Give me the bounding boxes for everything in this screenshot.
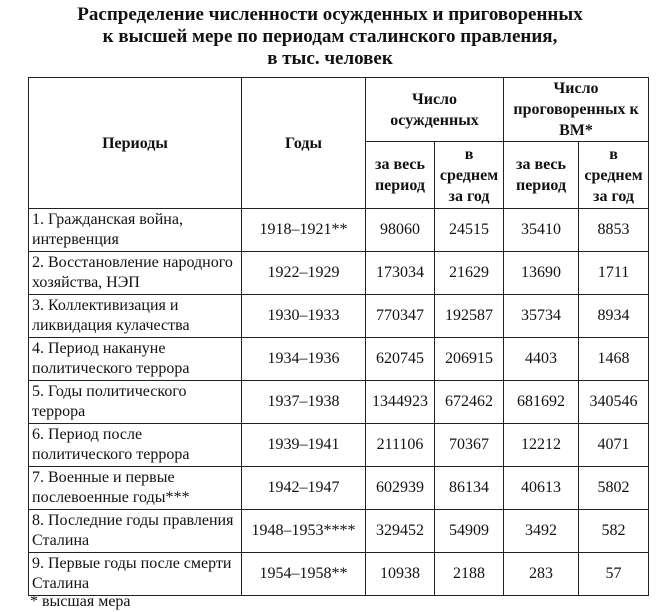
vm-avg-cell: 582 <box>579 510 649 553</box>
convicted-total-cell: 620745 <box>366 338 435 381</box>
convicted-total-cell: 1344923 <box>366 381 435 424</box>
years-cell: 1934–1936 <box>242 338 366 381</box>
convicted-avg-cell: 192587 <box>435 295 504 338</box>
period-cell: 1. Гражданская война, интервенция <box>29 209 242 252</box>
vm-total-cell: 3492 <box>504 510 579 553</box>
convicted-avg-cell: 86134 <box>435 467 504 510</box>
vm-avg-cell: 340546 <box>579 381 649 424</box>
statistics-table <box>28 77 649 596</box>
convicted-avg-cell: 672462 <box>435 381 504 424</box>
period-cell: 4. Период накануне политического террора <box>29 338 242 381</box>
header-convicted-per-year: в среднем за год <box>435 142 504 209</box>
header-vm-total: за весь период <box>504 142 579 209</box>
convicted-avg-cell: 54909 <box>435 510 504 553</box>
vm-avg-cell: 8853 <box>579 209 649 252</box>
footnote: * высшая мера <box>30 593 131 610</box>
period-cell: 2. Восстановление народного хозяйства, НЭП <box>29 252 242 295</box>
years-cell: 1937–1938 <box>242 381 366 424</box>
vm-avg-cell: 8934 <box>579 295 649 338</box>
table-row <box>29 295 649 338</box>
convicted-total-cell: 770347 <box>366 295 435 338</box>
convicted-total-cell: 10938 <box>366 553 435 596</box>
period-cell: 6. Период после политического террора <box>29 424 242 467</box>
vm-avg-cell: 1468 <box>579 338 649 381</box>
title-line-3: в тыс. человек <box>267 48 393 69</box>
convicted-avg-cell: 206915 <box>435 338 504 381</box>
table-row <box>29 252 649 295</box>
convicted-avg-cell: 21629 <box>435 252 504 295</box>
vm-total-cell: 40613 <box>504 467 579 510</box>
header-convicted: Число осужденных <box>366 78 504 142</box>
years-cell: 1930–1933 <box>242 295 366 338</box>
vm-total-cell: 35410 <box>504 209 579 252</box>
vm-avg-cell: 1711 <box>579 252 649 295</box>
header-row-1 <box>29 78 649 142</box>
header-convicted-total: за весь период <box>366 142 435 209</box>
years-cell: 1918–1921** <box>242 209 366 252</box>
convicted-avg-cell: 2188 <box>435 553 504 596</box>
years-cell: 1942–1947 <box>242 467 366 510</box>
table-row <box>29 338 649 381</box>
convicted-total-cell: 602939 <box>366 467 435 510</box>
years-cell: 1954–1958** <box>242 553 366 596</box>
vm-total-cell: 12212 <box>504 424 579 467</box>
convicted-total-cell: 98060 <box>366 209 435 252</box>
table-row <box>29 381 649 424</box>
vm-avg-cell: 4071 <box>579 424 649 467</box>
vm-avg-cell: 57 <box>579 553 649 596</box>
table-row <box>29 209 649 252</box>
table-row <box>29 467 649 510</box>
table-row <box>29 510 649 553</box>
title-line-1: Распределение численности осужденных и приговоренных <box>77 4 583 25</box>
header-periods: Периоды <box>29 78 242 209</box>
years-cell: 1948–1953**** <box>242 510 366 553</box>
page-title <box>0 4 660 70</box>
period-cell: 3. Коллективизация и ликвидация кулачества <box>29 295 242 338</box>
vm-total-cell: 13690 <box>504 252 579 295</box>
convicted-total-cell: 173034 <box>366 252 435 295</box>
header-years: Годы <box>242 78 366 209</box>
vm-total-cell: 4403 <box>504 338 579 381</box>
period-cell: 8. Последние годы правления Сталина <box>29 510 242 553</box>
vm-total-cell: 283 <box>504 553 579 596</box>
convicted-total-cell: 329452 <box>366 510 435 553</box>
vm-total-cell: 681692 <box>504 381 579 424</box>
convicted-total-cell: 211106 <box>366 424 435 467</box>
period-cell: 7. Военные и первые послевоенные годы*** <box>29 467 242 510</box>
vm-total-cell: 35734 <box>504 295 579 338</box>
period-cell: 9. Первые годы после смерти Сталина <box>29 553 242 596</box>
years-cell: 1922–1929 <box>242 252 366 295</box>
header-vm-per-year: в среднем за год <box>579 142 649 209</box>
table-row <box>29 553 649 596</box>
title-line-2: к высшей мере по периодам сталинского правления, <box>102 26 558 47</box>
convicted-avg-cell: 70367 <box>435 424 504 467</box>
table-row <box>29 424 649 467</box>
header-sentenced-vm: Число проговоренных к ВМ* <box>504 78 649 142</box>
years-cell: 1939–1941 <box>242 424 366 467</box>
convicted-avg-cell: 24515 <box>435 209 504 252</box>
vm-avg-cell: 5802 <box>579 467 649 510</box>
period-cell: 5. Годы политического террора <box>29 381 242 424</box>
